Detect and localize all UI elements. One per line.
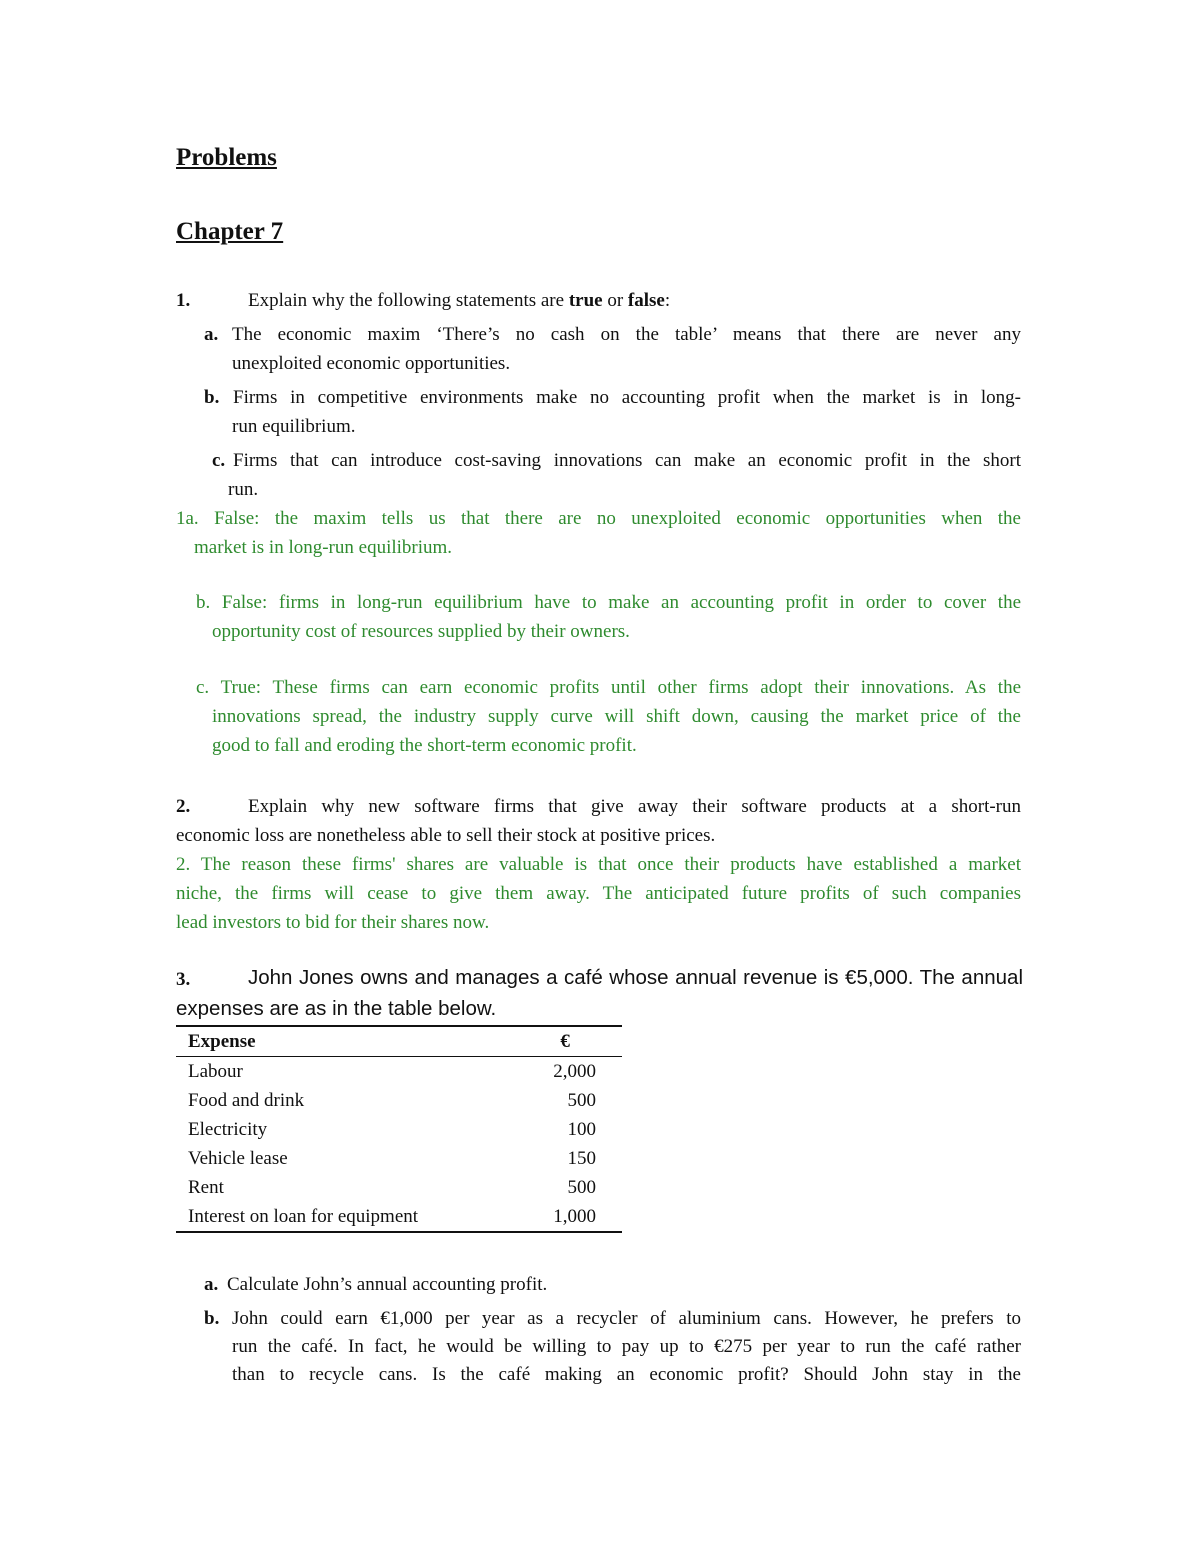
q1a-label: a. <box>204 324 219 345</box>
amount-cell: 2,000 <box>553 1060 596 1082</box>
expense-table <box>176 1025 622 1233</box>
a1a-line1: 1a. False: the maxim tells us that there are no unexploited economic opportunities when the <box>176 508 1021 529</box>
q1a-line1: The economic maxim ‘There’s no cash on the table’ means that there are never any <box>232 324 1021 345</box>
q3b-label: b. <box>204 1308 220 1329</box>
expense-cell: Electricity <box>188 1118 268 1140</box>
q2-line1: Explain why new software firms that give away their software products at a short-run <box>248 796 1021 817</box>
amount-cell: 1,000 <box>553 1205 596 1227</box>
q3a-text: Calculate John’s annual accounting profit. <box>227 1274 548 1295</box>
a2-line2: niche, the firms will cease to give them away. The anticipated future profits of such companies <box>176 883 1021 904</box>
page-title: Problems <box>176 144 277 171</box>
q1-intro: Explain why the following statements are true or false: <box>248 290 671 311</box>
q2-line2: economic loss are nonetheless able to sell their stock at positive prices. <box>176 825 716 846</box>
table-row <box>176 1173 622 1202</box>
q3b-line2: run the café. In fact, he would be willing to pay up to €275 per year to run the café rather <box>232 1336 1021 1357</box>
amount-cell: 500 <box>567 1089 596 1111</box>
q1c-label: c. <box>212 450 226 471</box>
q3-number: 3. <box>176 969 191 990</box>
a1b-line1: b. False: firms in long-run equilibrium have to make an accounting profit in order to cover the <box>196 592 1021 613</box>
expense-cell: Vehicle lease <box>188 1147 288 1169</box>
a1b-line2: opportunity cost of resources supplied by their owners. <box>212 621 630 642</box>
column-header-expense: Expense <box>188 1030 256 1052</box>
q1b-line1: Firms in competitive environments make no accounting profit when the market is in long- <box>233 387 1021 408</box>
a2-line3: lead investors to bid for their shares now. <box>176 912 490 933</box>
table-row <box>176 1144 622 1173</box>
column-header-amount: € <box>560 1030 570 1052</box>
q1a-line2: unexploited economic opportunities. <box>232 353 511 374</box>
q2-number: 2. <box>176 796 191 817</box>
q3-line1: John Jones owns and manages a café whose annual revenue is €5,000. The annual <box>248 966 1023 989</box>
amount-cell: 150 <box>567 1147 596 1169</box>
expense-cell: Labour <box>188 1060 243 1082</box>
q1-number: 1. <box>176 290 191 311</box>
a2-line1: 2. The reason these firms' shares are valuable is that once their products have established a market <box>176 854 1021 875</box>
table-row <box>176 1086 622 1115</box>
expense-cell: Interest on loan for equipment <box>188 1205 419 1227</box>
q1b-line2: run equilibrium. <box>232 416 356 437</box>
table-header-row <box>176 1026 622 1057</box>
a1c-line2: innovations spread, the industry supply curve will shift down, causing the market price of the <box>212 706 1021 727</box>
q3-line2: expenses are as in the table below. <box>176 997 497 1020</box>
q1b-label: b. <box>204 387 220 408</box>
q3b-line1: John could earn €1,000 per year as a recycler of aluminium cans. However, he prefers to <box>232 1308 1021 1329</box>
expense-cell: Rent <box>188 1176 224 1198</box>
table-row <box>176 1115 622 1144</box>
q1c-line1: Firms that can introduce cost-saving innovations can make an economic profit in the short <box>233 450 1021 471</box>
table-row <box>176 1057 622 1087</box>
expense-cell: Food and drink <box>188 1089 305 1111</box>
amount-cell: 500 <box>567 1176 596 1198</box>
a1c-line3: good to fall and eroding the short-term economic profit. <box>212 735 637 756</box>
a1a-line2: market is in long-run equilibrium. <box>194 537 453 558</box>
a1c-line1: c. True: These firms can earn economic profits until other firms adopt their innovations. As the <box>196 677 1021 698</box>
q3b-line3: than to recycle cans. Is the café making an economic profit? Should John stay in the <box>232 1364 1021 1385</box>
q1c-line2: run. <box>228 479 259 500</box>
q3a-label: a. <box>204 1274 219 1295</box>
amount-cell: 100 <box>567 1118 596 1140</box>
table-row <box>176 1202 622 1232</box>
chapter-title: Chapter 7 <box>176 218 284 245</box>
